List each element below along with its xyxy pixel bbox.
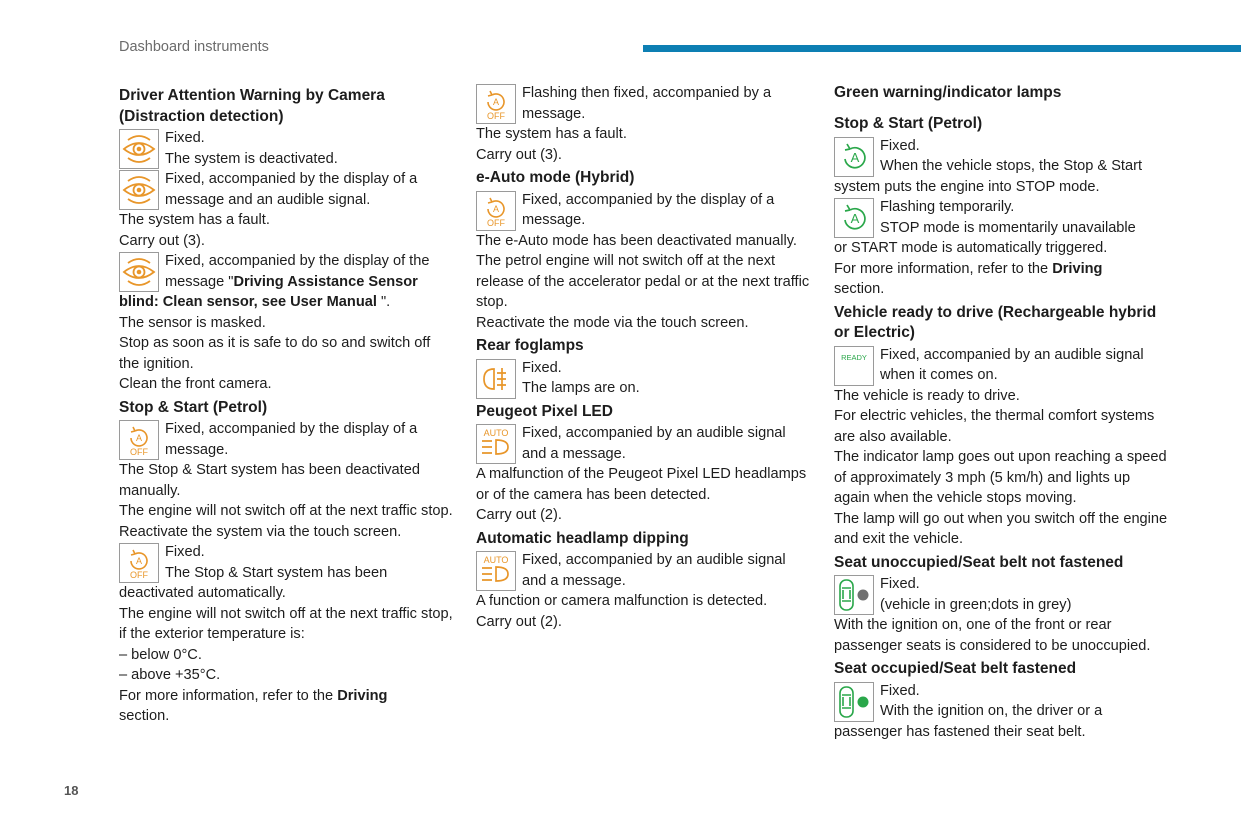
text-line: Fixed, accompanied by an audible signal: [522, 425, 786, 441]
eauto-off-icon: [476, 191, 516, 231]
svg-text:OFF: OFF: [130, 570, 148, 580]
stop-start-off-icon: [119, 420, 159, 460]
driver-attention-heading: Driver Attention Warning by Camera (Distraction detection): [119, 87, 385, 125]
eauto-entry: [476, 190, 811, 231]
text-line: The vehicle is ready to drive.: [834, 387, 1020, 404]
text-line: Carry out (2).: [476, 613, 562, 630]
text-line: The engine will not switch off at the next traffic stop.: [119, 503, 453, 519]
text-line: Fixed, accompanied by the display of a: [165, 421, 418, 437]
text-line: message.: [522, 105, 586, 122]
text-line: Fixed, accompanied by the display of a: [522, 191, 775, 208]
text-line: – above +35°C.: [119, 667, 221, 683]
svg-text:A: A: [492, 203, 500, 214]
text-line: Fixed, accompanied by the display of a: [165, 171, 418, 187]
svg-text:A: A: [850, 211, 860, 226]
text-line: message and an audible signal.: [165, 191, 371, 208]
svg-text:AUTO: AUTO: [483, 555, 509, 565]
svg-text:OFF: OFF: [487, 111, 505, 121]
text-line: The engine will not switch off at the next traffic stop, if the exterior temperature is:: [119, 605, 453, 642]
seat-occupied-entry: [834, 681, 1169, 743]
auto-headlamp-icon: [476, 424, 516, 464]
column-3: [834, 83, 1169, 742]
ready-heading: Vehicle ready to drive (Rechargeable hybrid or Electric): [834, 303, 1157, 341]
column-1: [119, 83, 454, 727]
stop-start-off-icon: [476, 84, 516, 124]
svg-text:OFF: OFF: [130, 447, 148, 457]
svg-text:A: A: [135, 433, 143, 443]
eauto-heading: e-Auto mode (Hybrid): [476, 169, 635, 186]
text-line: Flashing then fixed, accompanied by a: [522, 85, 772, 101]
header-accent-bar: [643, 45, 1241, 52]
text-line: The e-Auto mode has been deactivated manually.: [476, 232, 797, 249]
text-line: message.: [522, 212, 586, 228]
text-line: section.: [119, 708, 170, 724]
driver-attention-entry-2: [119, 169, 454, 210]
seat-unoccupied-heading: Seat unoccupied/Seat belt not fastened: [834, 553, 1124, 571]
text-line: The Stop & Start system has been: [165, 564, 388, 581]
stop-start-green-icon: [834, 137, 874, 177]
text-line: – below 0°C.: [119, 646, 202, 663]
text-line: For more information, refer to the Driving: [119, 687, 388, 704]
text-line: Reactivate the mode via the touch screen.: [476, 314, 749, 331]
driver-attention-entry-3: [119, 251, 454, 313]
stop-start-off-icon: [119, 543, 159, 583]
text-line: The system has a fault.: [476, 126, 627, 142]
text-line: STOP mode is momentarily unavailable: [880, 219, 1136, 236]
stop-start-heading: Stop & Start (Petrol): [119, 398, 268, 416]
text-line: Carry out (2).: [476, 507, 562, 523]
text-line: Fixed.: [880, 682, 920, 699]
pixel-led-entry: [476, 423, 811, 464]
rear-foglamps-entry: [476, 358, 811, 399]
text-line: Fixed.: [522, 359, 562, 376]
text-line: Fixed.: [880, 576, 920, 592]
text-line: blind: Clean sensor, see User Manual ".: [119, 294, 391, 310]
driver-attention-eye-icon: [119, 170, 159, 210]
green-stop-start-entry-1: [834, 136, 1169, 198]
section-title: Dashboard instruments: [119, 39, 269, 55]
svg-text:A: A: [135, 556, 143, 566]
text-line: The system is deactivated.: [165, 150, 338, 167]
seat-belt-grey-icon: [834, 575, 874, 615]
text-line: Clean the front camera.: [119, 376, 272, 392]
text-line: Fixed.: [165, 544, 205, 560]
text-line: system puts the engine into STOP mode.: [834, 178, 1100, 195]
stop-start-flashing-entry: [476, 83, 811, 124]
text-line: or START mode is automatically triggered.: [834, 240, 1108, 256]
svg-text:A: A: [492, 97, 500, 107]
text-line: message "Driving Assistance Sensor: [165, 273, 418, 290]
text-line: Stop as soon as it is safe to do so and switch off the ignition.: [119, 335, 431, 372]
text-line: Fixed, accompanied by an audible signal: [880, 346, 1144, 363]
seat-unoccupied-entry: [834, 574, 1169, 615]
green-stop-start-entry-2: [834, 197, 1169, 259]
text-line: Fixed, accompanied by the display of the: [165, 253, 430, 269]
ready-icon: [834, 346, 874, 386]
text-line: The indicator lamp goes out upon reaching a speed of approximately 3 mph (5 km/h) and lights up again when the vehicle stops moving.: [834, 449, 1167, 506]
text-line: (vehicle in green;dots in grey): [880, 596, 1072, 613]
text-line: The petrol engine will not switch off at the next release of the accelerator pedal or at the next traffic stop.: [476, 253, 810, 310]
svg-text:READY: READY: [841, 352, 867, 362]
text-line: The lamp will go out when you switch off the engine and exit the vehicle.: [834, 510, 1168, 547]
text-line: Carry out (3).: [476, 146, 562, 163]
driver-attention-eye-icon: [119, 129, 159, 169]
text-line: For more information, refer to the Driving: [834, 260, 1103, 277]
text-line: message.: [165, 441, 229, 458]
text-line: section.: [834, 281, 885, 297]
rear-foglamp-icon: [476, 359, 516, 399]
text-line: and a message.: [522, 445, 626, 462]
text-line: Fixed.: [165, 130, 205, 146]
text-line: and a message.: [522, 572, 626, 589]
text-line: Fixed, accompanied by an audible signal: [522, 552, 786, 568]
text-line: when it comes on.: [880, 367, 998, 383]
stop-start-entry-2: [119, 542, 454, 604]
green-lamps-heading: Green warning/indicator lamps: [834, 84, 1062, 101]
text-line: For electric vehicles, the thermal comfort systems are also available.: [834, 408, 1155, 445]
seat-belt-green-icon: [834, 682, 874, 722]
text-line: With the ignition on, the driver or a: [880, 703, 1103, 719]
text-line: A malfunction of the Peugeot Pixel LED headlamps or of the camera has been detected.: [476, 466, 807, 503]
driver-attention-eye-icon: [119, 252, 159, 292]
text-line: The sensor is masked.: [119, 314, 266, 331]
text-line: The system has a fault.: [119, 212, 270, 228]
text-line: passenger has fastened their seat belt.: [834, 723, 1086, 740]
text-line: The lamps are on.: [522, 380, 640, 396]
ready-entry: [834, 345, 1169, 386]
seat-occupied-heading: Seat occupied/Seat belt fastened: [834, 660, 1077, 677]
page-number: 18: [64, 783, 79, 798]
auto-headlamp-icon: [476, 551, 516, 591]
stop-start-entry-1: [119, 419, 454, 460]
stop-start-green-icon: [834, 198, 874, 238]
svg-text:AUTO: AUTO: [483, 428, 509, 438]
driver-attention-entry-1: [119, 128, 454, 169]
text-line: With the ignition on, one of the front or rear passenger seats is considered to be unoccupied.: [834, 617, 1151, 654]
green-stop-start-heading: Stop & Start (Petrol): [834, 115, 983, 132]
text-line: deactivated automatically.: [119, 585, 286, 601]
text-line: Flashing temporarily.: [880, 199, 1015, 215]
svg-text:A: A: [850, 149, 860, 165]
headlamp-dipping-heading: Automatic headlamp dipping: [476, 529, 689, 547]
svg-text:OFF: OFF: [487, 217, 505, 228]
column-2: [476, 83, 811, 632]
text-line: A function or camera malfunction is detected.: [476, 593, 768, 609]
text-line: Fixed.: [880, 137, 920, 154]
rear-foglamps-heading: Rear foglamps: [476, 337, 584, 354]
text-line: Carry out (3).: [119, 232, 205, 249]
headlamp-dipping-entry: [476, 550, 811, 591]
text-line: The Stop & Start system has been deactivated manually.: [119, 462, 420, 499]
text-line: Reactivate the system via the touch screen.: [119, 523, 402, 540]
pixel-led-heading: Peugeot Pixel LED: [476, 402, 613, 420]
text-line: When the vehicle stops, the Stop & Start: [880, 158, 1143, 174]
